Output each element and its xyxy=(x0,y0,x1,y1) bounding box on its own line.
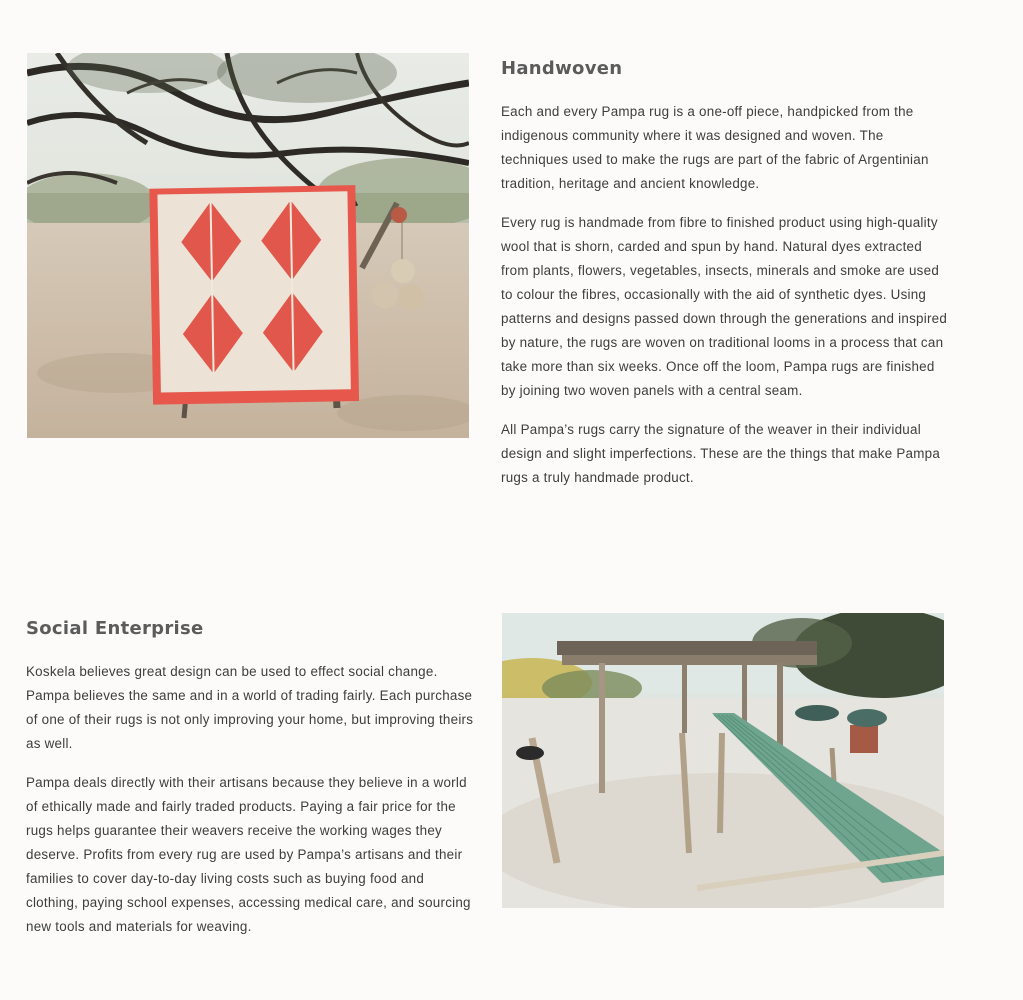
section-title-social-enterprise: Social Enterprise xyxy=(26,618,204,639)
handwoven-paragraph-3: All Pampa’s rugs carry the signature of the weaver in their individual design and slight imperfections. These are the things that make Pampa rugs a truly handmade product. xyxy=(501,422,941,485)
loom-village-photo xyxy=(502,613,944,908)
handwoven-section xyxy=(501,58,951,505)
social-paragraph-2: Pampa deals directly with their artisans because they believe in a world of ethically made and fairly traded products. Paying a fair price for the rugs helps guarantee their weavers receive the working wages they deserve. Profits from every rug are used by Pampa’s artisans and their families to cover day-to-day living costs such as buying food and clothing, paying school expenses, accessing medical care, and sourcing new tools and materials for weaving. xyxy=(26,775,471,934)
handwoven-paragraph-1: Each and every Pampa rug is a one-off piece, handpicked from the indigenous community where it was designed and woven. The techniques used to make the rugs are part of the fabric of Argentinian tradition, heritage and ancient knowledge. xyxy=(501,104,929,191)
handwoven-paragraph-2: Every rug is handmade from fibre to finished product using high-quality wool that is shorn, carded and spun by hand. Natural dyes extracted from plants, flowers, vegetables, insects, minerals and smoke are used to colour the fibres, occasionally with the aid of synthetic dyes. Using patterns and designs passed down through the generations and inspired by nature, the rugs are woven on traditional looms in a process that can take more than six weeks. Once off the loom, Pampa rugs are finished by joining two woven panels with a central seam. xyxy=(501,215,948,398)
section-title-handwoven: Handwoven xyxy=(501,58,623,79)
social-enterprise-section xyxy=(26,618,476,954)
social-paragraph-1: Koskela believes great design can be used to effect social change. Pampa believes the same and in a world of trading fairly. Each purchase of one of their rugs is not only improving your home, but improving theirs as well. xyxy=(26,664,474,751)
rug-hanging-photo xyxy=(27,53,469,438)
